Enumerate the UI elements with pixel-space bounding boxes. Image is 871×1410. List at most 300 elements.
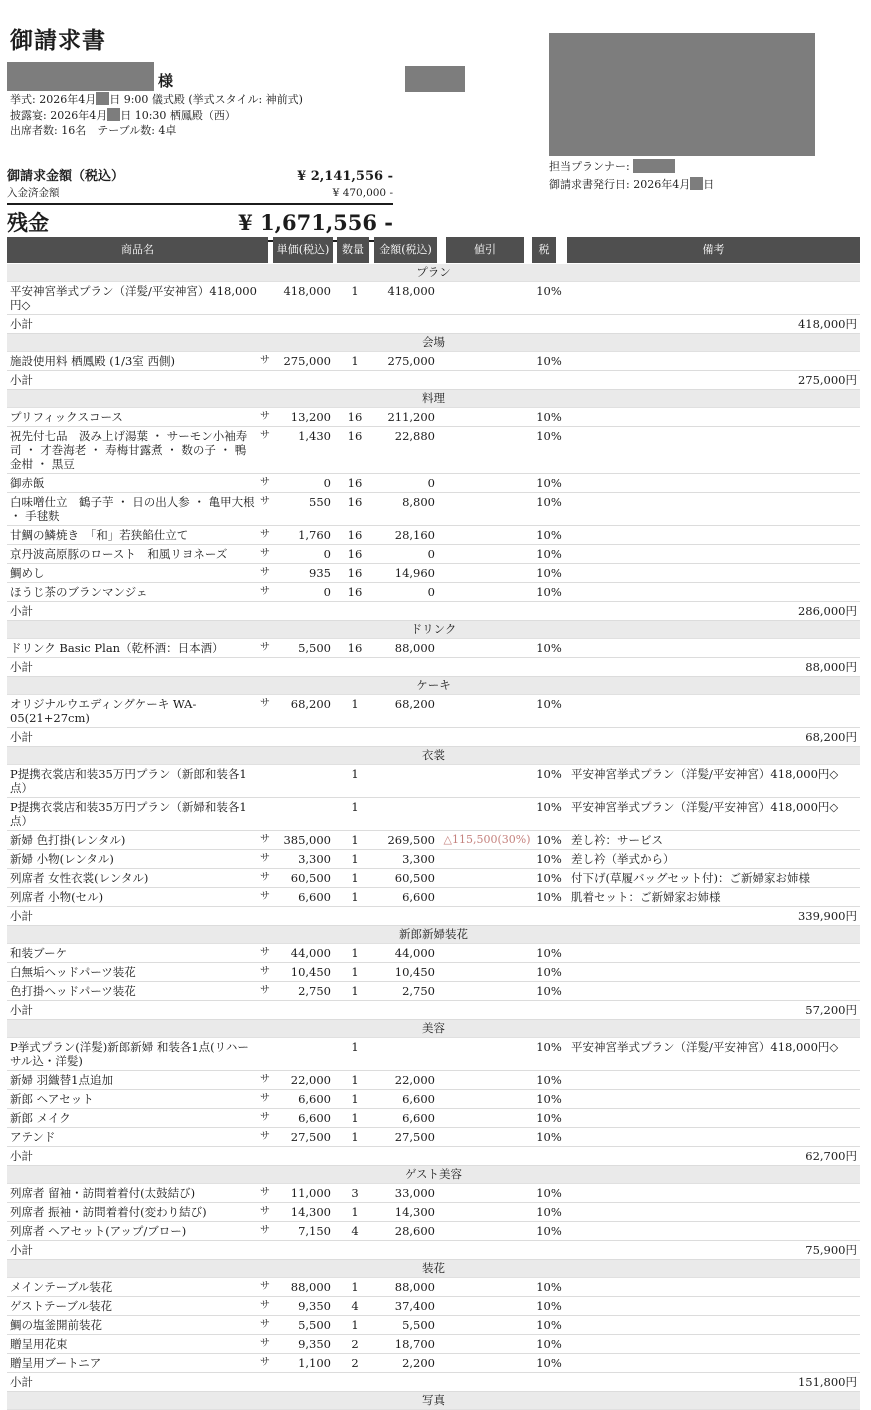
item-discount: △115,500(30%) (443, 833, 531, 846)
subtotal-row (7, 1147, 860, 1166)
section-header-プラン: プラン (7, 264, 860, 282)
item-name: 列席者 振袖・訪問着着付(変わり結び) (10, 1205, 207, 1219)
item-quantity: 1 (351, 1040, 359, 1054)
item-tax-rate: 10% (536, 585, 562, 599)
item-note (563, 965, 860, 979)
item-quantity: 1 (351, 1280, 359, 1294)
service-mark: サ (260, 947, 270, 958)
item-row (7, 831, 860, 850)
item-amount: 22,000 (394, 1073, 435, 1087)
item-note (563, 1318, 860, 1332)
item-quantity: 1 (351, 852, 359, 866)
item-row (7, 564, 860, 583)
service-mark: サ (260, 1319, 270, 1330)
item-tax-rate: 10% (536, 495, 562, 509)
item-row (7, 408, 860, 427)
subtotal-row (7, 728, 860, 747)
item-note (563, 284, 860, 312)
item-quantity: 1 (351, 1092, 359, 1106)
item-row (7, 1297, 860, 1316)
item-note (563, 1130, 860, 1144)
item-row (7, 639, 860, 658)
item-discount (439, 767, 535, 795)
item-note (563, 1337, 860, 1351)
item-quantity: 1 (351, 1318, 359, 1332)
item-tax-rate: 10% (536, 641, 562, 655)
billing-paid-amount: ¥ 470,000 - (332, 187, 393, 199)
item-name: 平安神宮挙式プラン（洋髪/平安神宮）418,000円◇ (10, 284, 257, 312)
item-amount: 33,000 (394, 1186, 435, 1200)
item-quantity: 2 (351, 1337, 359, 1351)
item-row (7, 963, 860, 982)
service-mark: サ (260, 355, 270, 366)
item-row (7, 765, 860, 798)
item-unit-price: 3,300 (298, 852, 331, 866)
item-amount: 6,600 (402, 1111, 435, 1125)
item-note: 平安神宮挙式プラン（洋髪/平安神宮）418,000円◇ (571, 1040, 839, 1054)
item-name: 施設使用料 栖鳳殿 (1/3室 西側) (10, 354, 175, 368)
service-mark: サ (260, 477, 270, 488)
item-discount (439, 1318, 535, 1332)
service-mark: サ (260, 1357, 270, 1368)
service-mark: サ (260, 1187, 270, 1198)
billing-balance-amount: ¥ 1,671,556 - (238, 210, 393, 235)
item-discount (439, 1130, 535, 1144)
item-name: 贈呈用ブートニア (10, 1356, 102, 1370)
item-note (563, 528, 860, 542)
subtotal-amount: 418,000円 (797, 317, 857, 331)
service-mark: サ (260, 1300, 270, 1311)
ceremony-info-line (10, 92, 303, 107)
item-note (563, 641, 860, 655)
item-name: ドリンク Basic Plan（乾杯酒：日本酒） (10, 641, 224, 655)
item-tax-rate: 10% (536, 528, 562, 542)
item-name: 和装ブーケ (10, 946, 68, 960)
item-unit-price: 1,100 (298, 1356, 331, 1370)
col-header-tax: 税 (532, 237, 556, 263)
item-discount (439, 547, 535, 561)
venue-logo-redaction (549, 33, 815, 156)
item-quantity: 16 (347, 410, 363, 424)
service-mark: サ (260, 1206, 270, 1217)
section-header-ケーキ: ケーキ (7, 677, 860, 695)
attendees-info-line: 出席者数: 16名 テーブル数: 4卓 (10, 124, 177, 137)
item-discount (439, 410, 535, 424)
service-mark: サ (260, 1131, 270, 1142)
item-tax-rate: 10% (536, 965, 562, 979)
item-amount: 0 (427, 476, 435, 490)
billing-balance-label: 残金 (7, 210, 49, 235)
item-quantity: 1 (351, 1205, 359, 1219)
service-mark: サ (260, 853, 270, 864)
invoice-table (7, 237, 860, 1410)
item-quantity: 1 (351, 800, 359, 814)
ceremony-day-redaction (96, 92, 109, 105)
item-amount: 3,300 (402, 852, 435, 866)
item-tax-rate: 10% (536, 697, 562, 711)
item-quantity: 16 (347, 547, 363, 561)
item-row (7, 1038, 860, 1071)
item-tax-rate: 10% (536, 871, 562, 885)
item-amount: 10,450 (394, 965, 435, 979)
item-row (7, 1354, 860, 1373)
subtotal-label: 小計 (10, 1243, 33, 1257)
item-name: 新婦 色打掛(レンタル) (10, 833, 126, 847)
item-row (7, 474, 860, 493)
item-note (563, 566, 860, 580)
service-mark (257, 1040, 273, 1068)
item-discount (439, 1111, 535, 1125)
service-mark: サ (260, 1112, 270, 1123)
item-quantity: 1 (351, 697, 359, 711)
billing-total-row (7, 165, 393, 184)
service-mark (257, 800, 273, 828)
item-note (563, 1111, 860, 1125)
item-tax-rate: 10% (536, 1224, 562, 1238)
item-note (563, 585, 860, 599)
item-unit-price: 2,750 (298, 984, 331, 998)
planner-label: 担当プランナー: (549, 160, 630, 173)
item-tax-rate: 10% (536, 1318, 562, 1332)
item-unit-price: 22,000 (290, 1073, 331, 1087)
reception-info-suffix: 日 10:30 栖鳳殿（西） (120, 109, 236, 122)
item-unit-price: 9,350 (298, 1299, 331, 1313)
section-header-衣裳: 衣裳 (7, 747, 860, 765)
item-note (563, 697, 860, 725)
item-discount (439, 495, 535, 523)
item-row (7, 352, 860, 371)
item-name: 鯛の塩釜開前装花 (10, 1318, 102, 1332)
item-amount: 8,800 (402, 495, 435, 509)
service-mark: サ (260, 1074, 270, 1085)
item-unit-price: 5,500 (298, 1318, 331, 1332)
item-note: 平安神宮挙式プラン（洋髪/平安神宮）418,000円◇ (571, 767, 839, 781)
item-row (7, 982, 860, 1001)
service-mark (257, 767, 273, 795)
ceremony-info-prefix: 挙式: 2026年4月 (10, 93, 97, 106)
item-amount: 211,200 (387, 410, 435, 424)
item-quantity: 1 (351, 1111, 359, 1125)
item-name: 御赤飯 (10, 476, 45, 490)
item-discount (439, 566, 535, 580)
item-quantity: 16 (347, 476, 363, 490)
item-row (7, 695, 860, 728)
item-note (563, 1186, 860, 1200)
item-tax-rate: 10% (536, 429, 562, 443)
item-name: 白味噌仕立 鶴子芋 ・ 日の出人参 ・ 亀甲大根 ・ 手毬麩 (10, 495, 255, 523)
item-name: 列席者 ヘアセット(アップ/ブロー) (10, 1224, 187, 1238)
item-quantity: 1 (351, 984, 359, 998)
item-tax-rate: 10% (536, 1356, 562, 1370)
subtotal-amount: 151,800円 (797, 1375, 857, 1389)
item-tax-rate: 10% (536, 284, 562, 298)
reception-info-line (10, 108, 236, 123)
item-quantity: 1 (351, 354, 359, 368)
item-tax-rate: 10% (536, 1092, 562, 1106)
item-discount (439, 946, 535, 960)
subtotal-label: 小計 (10, 1375, 33, 1389)
item-discount (439, 800, 535, 828)
item-tax-rate: 10% (536, 1337, 562, 1351)
subtotal-row (7, 371, 860, 390)
item-note: 差し衿（挙式から） (571, 852, 675, 866)
item-discount (439, 641, 535, 655)
item-amount: 275,000 (387, 354, 435, 368)
item-name: ほうじ茶のブランマンジェ (10, 585, 148, 599)
service-mark: サ (260, 834, 270, 845)
item-name: 鯛めし (10, 566, 45, 580)
item-name: 新郎 メイク (10, 1111, 71, 1125)
item-name: 新婦 小物(レンタル) (10, 852, 114, 866)
item-amount: 0 (427, 585, 435, 599)
item-tax-rate: 10% (536, 984, 562, 998)
item-unit-price: 6,600 (298, 1111, 331, 1125)
item-row (7, 1278, 860, 1297)
subtotal-row (7, 602, 860, 621)
item-row (7, 1109, 860, 1128)
item-row (7, 1128, 860, 1147)
subtotal-label: 小計 (10, 1149, 33, 1163)
top-right-small-redaction (405, 66, 465, 92)
service-mark: サ (260, 1281, 270, 1292)
item-quantity: 16 (347, 429, 363, 443)
item-tax-rate: 10% (536, 1299, 562, 1313)
section-header-料理: 料理 (7, 390, 860, 408)
service-mark: サ (260, 529, 270, 540)
item-quantity: 4 (351, 1224, 359, 1238)
billing-total-amount: ¥ 2,141,556 - (297, 169, 393, 184)
customer-name-redaction (7, 62, 154, 91)
item-discount (439, 852, 535, 866)
service-mark (257, 284, 273, 312)
service-mark: サ (260, 430, 270, 441)
item-quantity: 1 (351, 946, 359, 960)
item-row (7, 1071, 860, 1090)
item-note (563, 1092, 860, 1106)
subtotal-label: 小計 (10, 909, 33, 923)
item-unit-price: 7,150 (298, 1224, 331, 1238)
item-note (563, 1224, 860, 1238)
service-mark: サ (260, 567, 270, 578)
col-header-discount: 値引 (446, 237, 524, 263)
planner-line (549, 158, 675, 174)
subtotal-label: 小計 (10, 604, 33, 618)
reception-day-redaction (107, 108, 120, 121)
item-amount: 14,300 (394, 1205, 435, 1219)
item-tax-rate: 10% (536, 1280, 562, 1294)
subtotal-row (7, 1241, 860, 1260)
item-discount (439, 1356, 535, 1370)
billing-summary (7, 165, 393, 242)
item-note (563, 495, 860, 523)
item-quantity: 1 (351, 1073, 359, 1087)
issue-day-redaction (690, 177, 703, 190)
item-unit-price (273, 767, 335, 795)
item-amount (375, 767, 439, 795)
issue-date-suffix: 日 (703, 178, 715, 191)
item-note (563, 1299, 860, 1313)
item-note (563, 984, 860, 998)
item-tax-rate: 10% (536, 946, 562, 960)
item-amount: 22,880 (394, 429, 435, 443)
item-name: 列席者 留袖・訪問着着付(太鼓結び) (10, 1186, 196, 1200)
item-tax-rate: 10% (536, 890, 562, 904)
item-quantity: 1 (351, 767, 359, 781)
item-quantity: 4 (351, 1299, 359, 1313)
service-mark: サ (260, 496, 270, 507)
item-discount (439, 429, 535, 471)
item-name: プリフィックスコース (10, 410, 123, 424)
item-unit-price: 88,000 (290, 1280, 331, 1294)
item-discount (439, 1092, 535, 1106)
service-mark: サ (260, 548, 270, 559)
section-header-写真: 写真 (7, 1392, 860, 1410)
item-unit-price: 9,350 (298, 1337, 331, 1351)
item-name: 贈呈用花束 (10, 1337, 68, 1351)
item-note (563, 1205, 860, 1219)
item-quantity: 1 (351, 965, 359, 979)
item-amount: 418,000 (387, 284, 435, 298)
item-amount: 37,400 (394, 1299, 435, 1313)
item-name: 京丹波高原豚のロースト 和風リヨネーズ (10, 547, 228, 561)
item-unit-price: 5,500 (298, 641, 331, 655)
item-row (7, 1316, 860, 1335)
item-tax-rate: 10% (536, 1205, 562, 1219)
subtotal-amount: 286,000円 (797, 604, 857, 618)
col-header-amount: 金額(税込) (374, 237, 437, 263)
item-note (563, 410, 860, 424)
item-name: 祝先付七品 汲み上げ湯葉 ・ サーモン小袖寿司 ・ 才巻海老 ・ 寿梅甘露煮 ・ 数の子 ・ 鴨金柑 ・ 黒豆 (10, 429, 248, 471)
item-quantity: 16 (347, 528, 363, 542)
page-title: 御請求書 (10, 27, 106, 54)
subtotal-row (7, 1373, 860, 1392)
item-amount: 0 (427, 547, 435, 561)
item-amount (375, 1040, 439, 1068)
item-amount: 6,600 (402, 1092, 435, 1106)
item-unit-price: 10,450 (290, 965, 331, 979)
item-name: ゲストテーブル装花 (10, 1299, 113, 1313)
item-unit-price: 0 (323, 476, 331, 490)
subtotal-label: 小計 (10, 1003, 33, 1017)
item-note (563, 476, 860, 490)
item-quantity: 16 (347, 585, 363, 599)
reception-info-prefix: 披露宴: 2026年4月 (10, 109, 108, 122)
item-amount: 6,600 (402, 890, 435, 904)
item-amount: 88,000 (394, 1280, 435, 1294)
subtotal-label: 小計 (10, 373, 33, 387)
item-name: オリジナルウエディングケーキ WA-05(21+27cm) (10, 697, 197, 725)
billing-total-label: 御請求金額（税込） (7, 169, 125, 184)
item-unit-price: 60,500 (290, 871, 331, 885)
item-discount (439, 1205, 535, 1219)
section-header-新郎新婦装花: 新郎新婦装花 (7, 926, 860, 944)
item-discount (439, 697, 535, 725)
service-mark: サ (260, 586, 270, 597)
item-name: P提携衣裳店和装35万円プラン（新婦和装各1点） (10, 800, 247, 828)
col-header-item-name: 商品名 (7, 237, 268, 263)
item-note (563, 547, 860, 561)
item-discount (439, 1337, 535, 1351)
item-unit-price: 14,300 (290, 1205, 331, 1219)
item-row (7, 888, 860, 907)
item-row (7, 493, 860, 526)
item-name: 新郎 ヘアセット (10, 1092, 94, 1106)
item-note (563, 354, 860, 368)
item-row (7, 1184, 860, 1203)
item-discount (439, 476, 535, 490)
service-mark: サ (260, 1093, 270, 1104)
planner-name-redaction (633, 159, 675, 173)
table-header-row (7, 237, 860, 263)
item-name: P提携衣裳店和装35万円プラン（新郎和装各1点） (10, 767, 247, 795)
item-unit-price: 0 (323, 585, 331, 599)
item-amount: 5,500 (402, 1318, 435, 1332)
item-row (7, 1090, 860, 1109)
item-discount (439, 984, 535, 998)
item-amount: 28,600 (394, 1224, 435, 1238)
item-discount (439, 1073, 535, 1087)
item-row (7, 583, 860, 602)
service-mark: サ (260, 1225, 270, 1236)
item-name: アテンド (10, 1130, 56, 1144)
item-row (7, 850, 860, 869)
item-tax-rate: 10% (536, 566, 562, 580)
item-unit-price: 418,000 (283, 284, 331, 298)
item-unit-price: 385,000 (283, 833, 331, 847)
col-header-quantity: 数量 (337, 237, 369, 263)
item-row (7, 545, 860, 564)
item-tax-rate: 10% (536, 800, 562, 814)
subtotal-row (7, 907, 860, 926)
item-unit-price (273, 1040, 335, 1068)
item-row (7, 282, 860, 315)
billing-paid-label: 入金済金額 (7, 187, 60, 199)
item-quantity: 1 (351, 284, 359, 298)
item-amount: 2,750 (402, 984, 435, 998)
item-unit-price: 275,000 (283, 354, 331, 368)
item-discount (439, 354, 535, 368)
item-note: 付下げ(草履バッグセット付)：ご新婦家お姉様 (571, 871, 810, 885)
item-amount (375, 800, 439, 828)
service-mark: サ (260, 1338, 270, 1349)
item-note (563, 1073, 860, 1087)
item-amount: 28,160 (394, 528, 435, 542)
item-unit-price: 935 (309, 566, 331, 580)
service-mark: サ (260, 642, 270, 653)
subtotal-amount: 57,200円 (805, 1003, 857, 1017)
item-quantity: 16 (347, 566, 363, 580)
item-discount (439, 1224, 535, 1238)
item-tax-rate: 10% (536, 1111, 562, 1125)
item-tax-rate: 10% (536, 1073, 562, 1087)
customer-name-suffix: 様 (158, 72, 174, 90)
item-name: メインテーブル装花 (10, 1280, 113, 1294)
item-discount (439, 528, 535, 542)
item-unit-price: 6,600 (298, 890, 331, 904)
item-amount: 68,200 (394, 697, 435, 711)
billing-paid-row (7, 184, 393, 205)
ceremony-info-suffix: 日 9:00 儀式殿 (挙式スタイル: 神前式) (109, 93, 303, 106)
item-row (7, 1335, 860, 1354)
item-unit-price: 11,000 (290, 1186, 331, 1200)
item-row (7, 1203, 860, 1222)
item-tax-rate: 10% (536, 410, 562, 424)
subtotal-row (7, 315, 860, 334)
item-discount (439, 585, 535, 599)
item-discount (439, 1186, 535, 1200)
item-unit-price: 550 (309, 495, 331, 509)
item-unit-price: 44,000 (290, 946, 331, 960)
